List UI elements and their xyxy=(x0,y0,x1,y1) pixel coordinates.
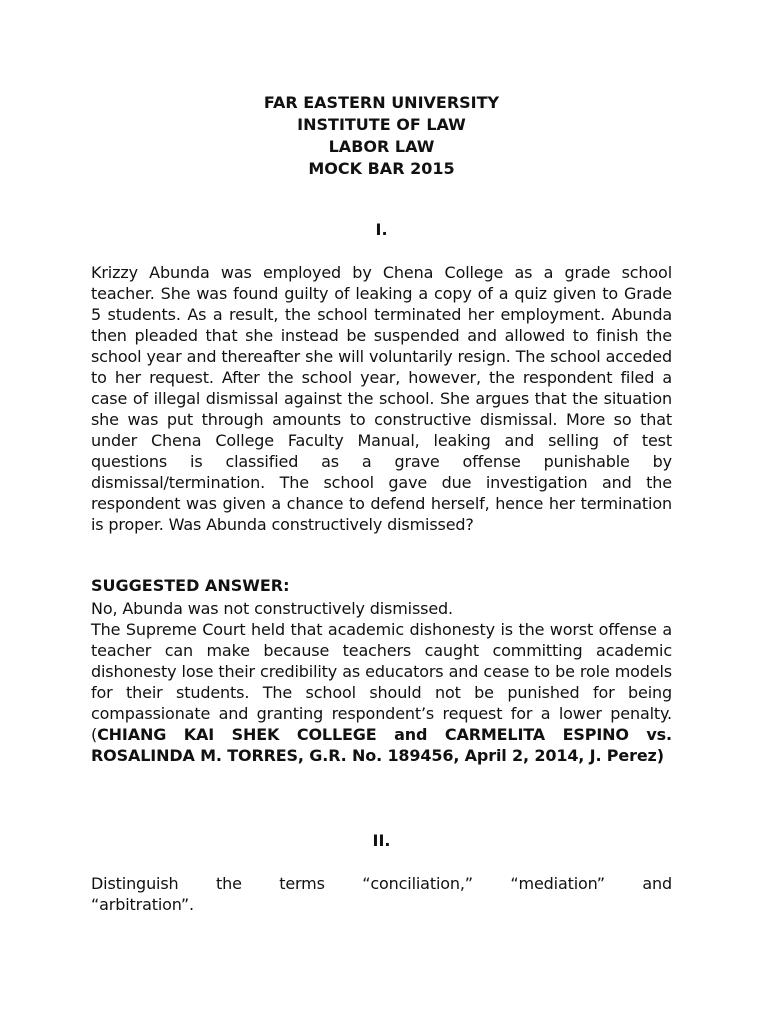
document-page xyxy=(91,0,672,1024)
question-1-text: Krizzy Abunda was employed by Chena College as a grade school teacher. She was found guilty of leaking a copy of a quiz given to Grade 5 students. As a result, the school terminated her employment. Abunda then pleaded that she instead be suspended and allowed to finish the school year and thereafter she will voluntarily resign. The school acceded to her request. After the school year, however, the respondent filed a case of illegal dismissal against the school. She argues that the situation she was put through amounts to constructive dismissal. More so that under Chena College Faculty Manual, leaking and selling of test questions is classified as a grave offense punishable by dismissal/termination. The school gave due investigation and the respondent was given a chance to defend herself, hence her termination is proper. Was Abunda constructively dismissed? xyxy=(91,263,672,534)
university-name: FAR EASTERN UNIVERSITY xyxy=(263,93,500,112)
question-2-line-2: “arbitration”. xyxy=(91,895,194,914)
answer-1-explanation-text: The Supreme Court held that academic dishonesty is the worst offense a teacher can make because teachers caught committing academic dishonesty lose their credibility as educators and cease to be role models for their students. The school should not be punished for being compassionate and granting respondent’s request for a lower penalty. ( xyxy=(91,620,672,744)
answer-1-explanation xyxy=(91,619,672,766)
institute-name: INSTITUTE OF LAW xyxy=(297,115,466,134)
document-header xyxy=(91,92,672,180)
answer-1-short: No, Abunda was not constructively dismissed. xyxy=(91,599,453,618)
exam-title: MOCK BAR 2015 xyxy=(308,159,455,178)
suggested-answer-heading: SUGGESTED ANSWER: xyxy=(91,576,290,595)
question-number-1: I. xyxy=(375,220,388,239)
case-citation: CHIANG KAI SHEK COLLEGE and CARMELITA ESPINO vs. ROSALINDA M. TORRES, G.R. No. 189456, April 2, 2014, J. Perez) xyxy=(91,725,672,765)
question-number-2: II. xyxy=(372,831,391,850)
question-2-line-1: Distinguish the terms “conciliation,” “mediation” and xyxy=(91,874,672,893)
subject-title: LABOR LAW xyxy=(328,137,435,156)
